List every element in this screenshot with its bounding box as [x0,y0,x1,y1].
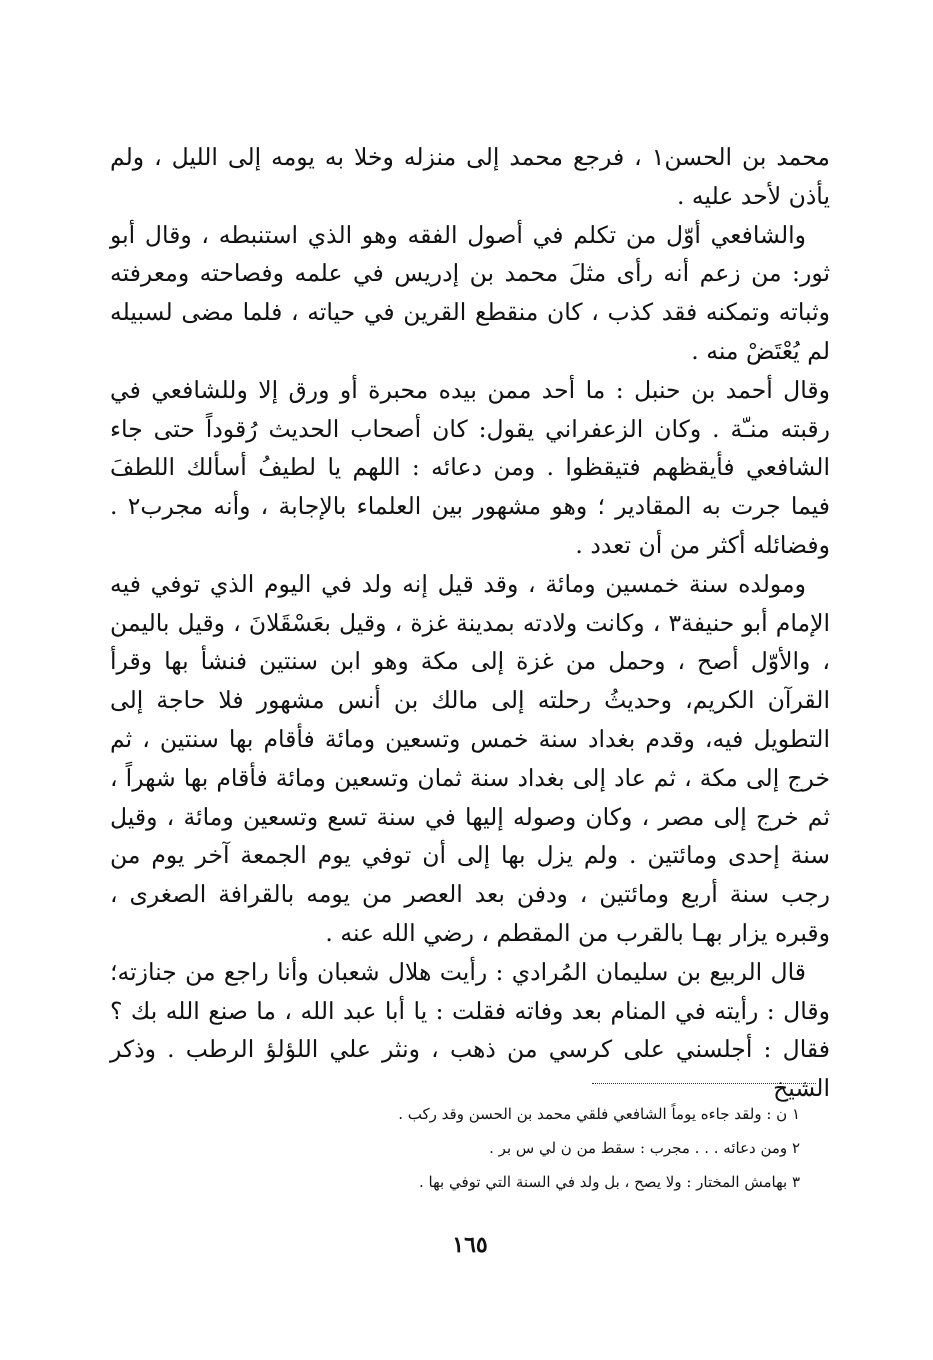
footnotes [280,1097,800,1199]
footnote-2: ٢ ومن دعائه . . . مجرب : سقط من ن لي س بر . [489,1139,800,1157]
paragraph-3: وقال أحمد بن حنبل : ما أحد ممن بيده محبرة أو ورق إلا وللشافعي في رقبته منـّة . وكان الزعفراني يقول: كان أصحاب الحديث رُقوداً حتى جاء الشافعي فأيقظهم فتيقظوا . ومن دعائه : اللهم يا لطيفُ أسألك اللطفَ فيما جرت به المقادير ؛ وهو مشهور بين العلماء بالإجابة ، وأنه مجرب٢ . وفضائله أكثر من أن تعدد . [110,375,830,559]
footnote-divider [592,1083,816,1084]
footnote-1: ١ ن : ولقد جاءه يوماً الشافعي فلقي محمد بن الحسن وقد ركب . [398,1105,800,1123]
paragraph-2: والشافعي أوّل من تكلم في أصول الفقه وهو الذي استنبطه ، وقال أبو ثور: من زعم أنه رأى مثلَ محمد بن إدريس في علمه وفصاحته ومعرفته وثباته وتمكنه فقد كذب ، كان منقطع القرين في حياته ، فلما مضى لسبيله لم يُعْتَضْ منه . [110,220,830,365]
paragraph-5: قال الربيع بن سليمان المُرادي : رأيت هلال شعبان وأنا راجع من جنازته؛ وقال : رأيته في المنام بعد وفاته فقلت : يا أبا عبد الله ، ما صنع الله بك ؟ فقال : أجلسني على كرسي من ذهب ، ونثر علي اللؤلؤ الرطب . وذكر الشيخ [110,957,830,1103]
paragraph-4: ومولده سنة خمسين ومائة ، وقد قيل إنه ولد في اليوم الذي توفي فيه الإمام أبو حنيفة٣ ، وكانت ولادته بمدينة غزة ، وقيل بعَسْقَلانَ ، وقيل باليمن ، والأوّل أصح ، وحمل من غزة إلى مكة وهو ابن سنتين فنشأ بها وقرأ القرآن الكريم، وحديثُ رحلته إلى مالك بن أنس مشهور فلا حاجة إلى التطويل فيه، وقدم بغداد سنة خمس وتسعين ومائة فأقام بها سنتين ، ثم خرج إلى مكة ، ثم عاد إلى بغداد سنة ثمان وتسعين ومائة فأقام بها شهراً ، ثم خرج إلى مصر ، وكان وصوله إليها في سنة تسع وتسعين ومائة ، وقيل سنة إحدى ومائتين . ولم يزل بها إلى أن توفي يوم الجمعة آخر يوم من رجب سنة أربع ومائتين ، ودفن بعد العصر من يومه بالقرافة الصغرى ، وقبره يزار بهـا بالقرب من المقطم ، رضي الله عنه . [110,569,831,947]
main-text [110,138,830,1108]
paragraph-1: محمد بن الحسن١ ، فرجع محمد إلى منزله وخلا به يومه إلى الليل ، ولم يأذن لأحد عليه . [110,143,831,210]
footnote-3: ٣ بهامش المختار : ولا يصح ، بل ولد في السنة التي توفي بها . [419,1173,800,1191]
page-number: ١٦٥ [452,1232,488,1258]
